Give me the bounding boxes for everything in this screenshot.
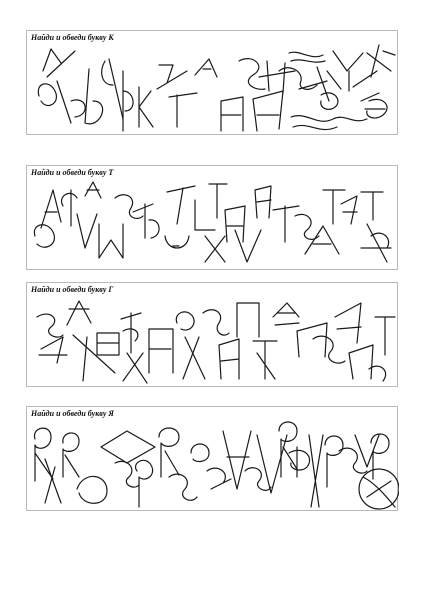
card-title: Найди и обведи букву Я <box>31 409 114 418</box>
exercise-card-t <box>26 165 398 270</box>
exercise-card-ya <box>26 406 398 511</box>
letter-puzzle-ya[interactable] <box>27 407 399 512</box>
exercise-card-k <box>26 30 398 135</box>
letter-puzzle-k[interactable] <box>27 31 399 136</box>
card-title: Найди и обведи букву Г <box>31 285 114 294</box>
exercise-card-g <box>26 282 398 387</box>
letter-puzzle-g[interactable] <box>27 283 399 388</box>
card-title: Найди и обведи букву Т <box>31 168 114 177</box>
letter-puzzle-t[interactable] <box>27 166 399 271</box>
card-title: Найди и обведи букву К <box>31 33 114 42</box>
